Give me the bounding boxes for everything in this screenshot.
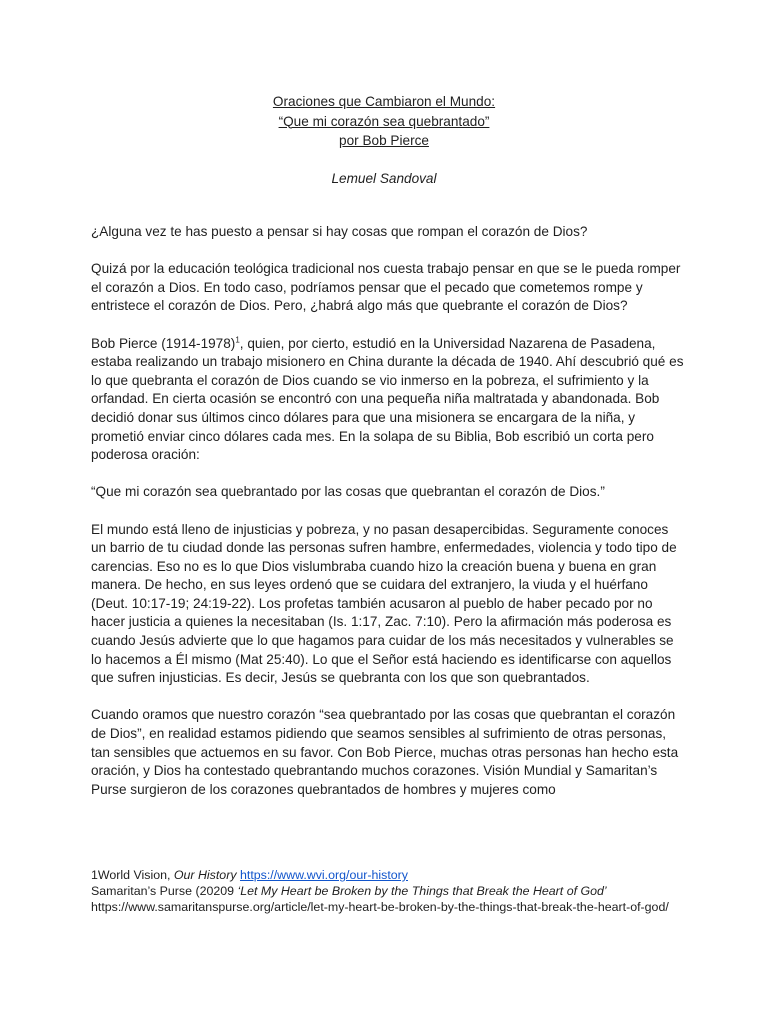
footnote-1-title: Our History	[173, 868, 237, 882]
footnote-2-title: ‘Let My Heart be Broken by the Things that Break the Heart of God’	[237, 884, 607, 898]
paragraph-3	[91, 335, 686, 465]
footnote-1-link[interactable]: https://www.wvi.org/our-history	[239, 868, 408, 882]
title-line-2: “Que mi corazón sea quebrantado”	[278, 113, 490, 129]
footnote-2-url: https://www.samaritanspurse.org/article/let-my-heart-be-broken-by-the-things-that-break-the-heart-of-god/	[91, 900, 669, 914]
paragraph-3-start: Bob Pierce (1914-1978)	[91, 335, 236, 351]
document-body	[91, 223, 686, 818]
footnote-1	[91, 867, 691, 883]
paragraph-5: El mundo está lleno de injusticias y pobreza, y no pasan desapercibidas. Seguramente conoces un barrio de tu ciudad donde las personas sufren hambre, enfermedades, violencia y todo tipo de carencias. Eso no es lo que Dios vislumbraba cuando hizo la creación buena y buena en gran manera. De hecho, en sus leyes ordenó que se cuidara del extranjero, la viuda y el huérfano (Deut. 10:17-19; 24:19-22). Los profetas también acusaron al pueblo de haber pecado por no hacer justicia a quienes la necesitaban (Is. 1:17, Zac. 7:10). Pero la afirmación más poderosa es cuando Jesús advierte que lo que hagamos para cuidar de los más necesitados y vulnerables se lo hacemos a Él mismo (Mat 25:40). Lo que el Señor está haciendo es identificarse con aquellos que sufren injusticias. Es decir, Jesús se quebranta con los que son quebrantados.	[91, 521, 677, 686]
paragraph-4-quote: “Que mi corazón sea quebrantado por las cosas que quebrantan el corazón de Dios.”	[91, 484, 605, 500]
document-header	[0, 92, 768, 188]
footnote-ref-1: 1	[235, 335, 240, 345]
footnote-2	[91, 883, 691, 899]
paragraph-3-rest: , quien, por cierto, estudió en la Universidad Nazarena de Pasadena, estaba realizando un trabajo misionero en China durante la década de 1940. Ahí descubrió qué es lo que quebranta el corazón de Dios cuando se vio inmerso en la pobreza, el sufrimiento y la orfandad. En cierta ocasión se encontró con una pequeña niña maltratada y abandonada. Bob decidió donar sus últimos cinco dólares para que una misionera se encargara de la niña, y prometió enviar cinco dólares cada mes. En la solapa de su Biblia, Bob escribió un corta pero poderosa oración:	[91, 335, 684, 463]
paragraph-1: ¿Alguna vez te has puesto a pensar si hay cosas que rompan el corazón de Dios?	[91, 224, 588, 239]
title-line-3: por Bob Pierce	[339, 133, 429, 148]
footnote-2-prefix: Samaritan’s Purse (20209	[91, 884, 238, 898]
paragraph-2: Quizá por la educación teológica tradicional nos cuesta trabajo pensar en que se le pueda romper el corazón a Dios. En todo caso, podríamos pensar que el pecado que cometemos rompe y entristece el corazón de Dios. Pero, ¿habrá algo más que quebrante el corazón de Dios?	[91, 261, 681, 314]
title-line-1: Oraciones que Cambiaron el Mundo:	[272, 94, 496, 109]
footnotes	[91, 867, 691, 915]
author-name: Lemuel Sandoval	[331, 170, 437, 186]
footnote-1-prefix: 1World Vision,	[91, 868, 174, 882]
paragraph-6: Cuando oramos que nuestro corazón “sea quebrantado por las cosas que quebrantan el corazón de Dios”, en realidad estamos pidiendo que seamos sensibles al sufrimiento de otras personas, tan sensibles que actuemos en su favor. Con Bob Pierce, muchas otras personas han hecho esta oración, y Dios ha contestado quebrantando muchos corazones. Visión Mundial y Samaritan’s Purse surgieron de los corazones quebrantados de hombres y mujeres como	[91, 707, 679, 797]
